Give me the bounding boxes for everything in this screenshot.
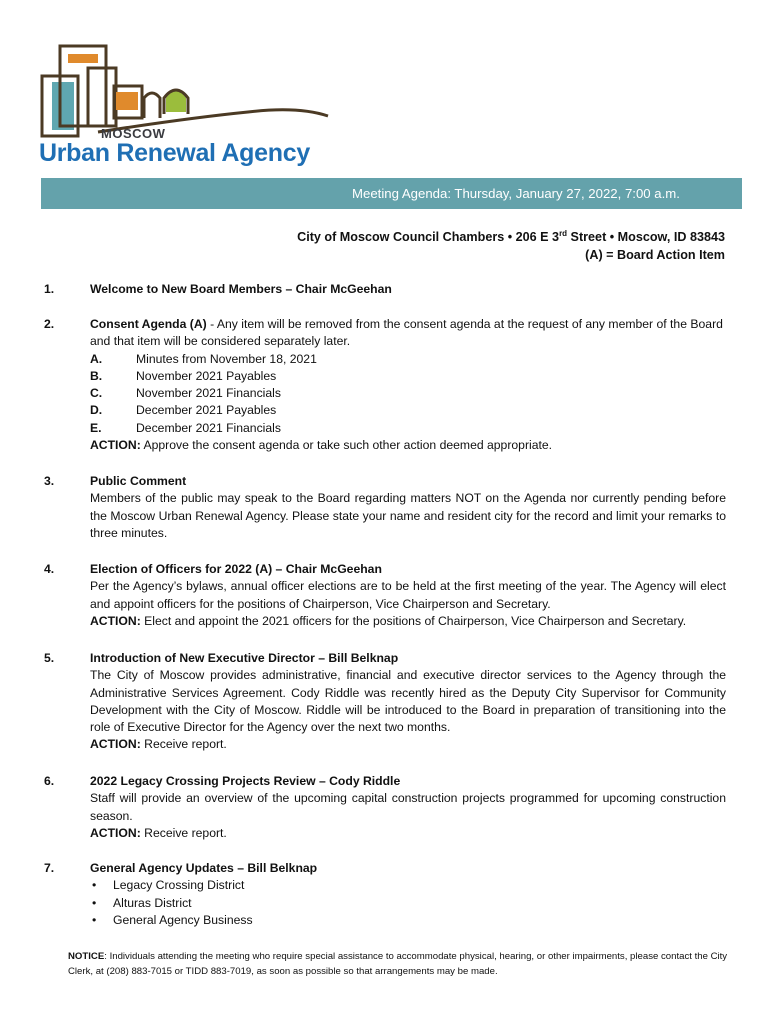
sub-item-letter: E. [90, 420, 102, 435]
bullet-item [90, 877, 726, 894]
item-title: Election of Officers for 2022 (A) – Chair McGeehan [90, 562, 382, 576]
item-action [90, 613, 726, 630]
bullet-dot-icon: • [92, 912, 97, 927]
sub-item-letter: C. [90, 386, 103, 401]
action-text: Approve the consent agenda or take such other action deemed appropriate. [140, 438, 553, 453]
agenda-item-4 [44, 561, 726, 630]
item-description: Members of the public may speak to the Board regarding matters NOT on the Agenda nor currently pending before the Moscow Urban Renewal Agency. Please state your name and resident city for the record and limit your remarks to three minutes. [90, 491, 726, 540]
agenda-item-3 [44, 473, 726, 542]
bullet-dot-icon: • [92, 878, 97, 893]
notice-text: : Individuals attending the meeting who require special assistance to accommodate physical, hearing, or other impairments, please contact the City Clerk, at (208) 883-7015 or TIDD 883-7019, as soon as possible so that arrangements may be made. [68, 951, 728, 977]
logo-arch-small [144, 93, 160, 118]
item-title: Introduction of New Executive Director – Bill Belknap [90, 651, 399, 665]
item-title: 2022 Legacy Crossing Projects Review – Cody Riddle [90, 774, 401, 788]
location-sup: rd [559, 229, 568, 238]
logo-moscow-text: MOSCOW [101, 126, 166, 141]
sub-item [90, 368, 726, 385]
sub-item-text: November 2021 Payables [136, 368, 277, 383]
logo-orange-square [116, 92, 138, 110]
item-action [90, 825, 726, 842]
item-description: Staff will provide an overview of the upcoming capital construction projects programmed for upcoming construction season. [90, 791, 726, 823]
bullet-item [90, 895, 726, 912]
bullet-text: General Agency Business [113, 912, 253, 927]
action-text: Receive report. [140, 825, 227, 840]
item-heading-line [90, 316, 726, 351]
item-title: Welcome to New Board Members – Chair McGeehan [90, 282, 392, 296]
sub-item [90, 420, 726, 437]
logo-graphic [38, 40, 338, 140]
sub-item [90, 402, 726, 419]
agenda-item-5 [44, 650, 726, 754]
item-title: Consent Agenda (A) [90, 317, 207, 331]
agenda-item-1 [44, 281, 726, 298]
item-number: 5. [44, 651, 55, 665]
sub-item-text: December 2021 Payables [136, 403, 277, 418]
logo-teal-block [52, 82, 74, 130]
item-number: 2. [44, 317, 55, 331]
meeting-date-text: Meeting Agenda: Thursday, January 27, 2022, 7:00 a.m. [352, 186, 680, 201]
item-action [90, 437, 726, 454]
bullet-dot-icon: • [92, 895, 97, 910]
bullet-text: Legacy Crossing District [113, 878, 245, 893]
agenda-item-7 [44, 860, 726, 929]
agency-logo [38, 40, 338, 175]
item-description: Per the Agency’s bylaws, annual officer elections are to be held at the first meeting of the year. The Agency will elect and appoint officers for the positions of Chairperson, Vice Chairperson and Secretary. [90, 579, 726, 611]
logo-outline-mid [88, 68, 116, 126]
action-label: ACTION: [90, 438, 141, 453]
agenda-item-2 [44, 316, 726, 454]
item-number: 6. [44, 774, 55, 788]
sub-item-text: Minutes from November 18, 2021 [136, 351, 317, 366]
action-label: ACTION: [90, 613, 141, 628]
action-text: Receive report. [140, 737, 227, 752]
sub-item-letter: B. [90, 368, 103, 383]
agenda-item-6 [44, 773, 726, 842]
item-number: 4. [44, 562, 55, 576]
sub-item-letter: A. [90, 351, 103, 366]
item-title: Public Comment [90, 474, 187, 488]
location-line [297, 225, 725, 246]
meeting-location [297, 225, 725, 264]
item-action [90, 736, 726, 753]
action-legend: (A) = Board Action Item [585, 248, 725, 262]
sub-item-text: November 2021 Financials [136, 386, 281, 401]
item-number: 1. [44, 282, 55, 296]
sub-item [90, 351, 726, 368]
sub-item-letter: D. [90, 403, 103, 418]
logo-orange-block [68, 54, 98, 63]
item-number: 3. [44, 474, 55, 488]
notice-label: NOTICE [68, 951, 105, 962]
bullet-item [90, 912, 726, 929]
sub-item-text: December 2021 Financials [136, 420, 281, 435]
meeting-date-bar [41, 178, 742, 209]
item-description: - Any item will be removed from the consent agenda at the request of any member of the Board and that item will be considered separately later. [90, 317, 723, 349]
location-pre: City of Moscow Council Chambers • 206 E 3 [297, 230, 560, 244]
action-label: ACTION: [90, 737, 141, 752]
action-text: Elect and appoint the 2021 officers for the positions of Chairperson, Vice Chairperson and Secretary. [140, 613, 687, 628]
item-title: General Agency Updates – Bill Belknap [90, 861, 318, 875]
action-label: ACTION: [90, 825, 141, 840]
bullet-list [90, 877, 726, 929]
sub-item [90, 385, 726, 402]
item-description: The City of Moscow provides administrative, financial and executive director services to the Agency through the Administrative Services Agreement. Cody Riddle was recently hired as the Deputy City Supervisor for Community Development with the City of Moscow. Riddle will be introduced to the Board in preparation of transitioning into the role of Executive Director for the Agency over the next two months. [90, 668, 726, 735]
location-post: Street • Moscow, ID 83843 [567, 230, 725, 244]
bullet-text: Alturas District [113, 895, 192, 910]
item-number: 7. [44, 861, 55, 875]
accessibility-notice [68, 950, 728, 979]
logo-agency-name: Urban Renewal Agency [39, 139, 310, 167]
